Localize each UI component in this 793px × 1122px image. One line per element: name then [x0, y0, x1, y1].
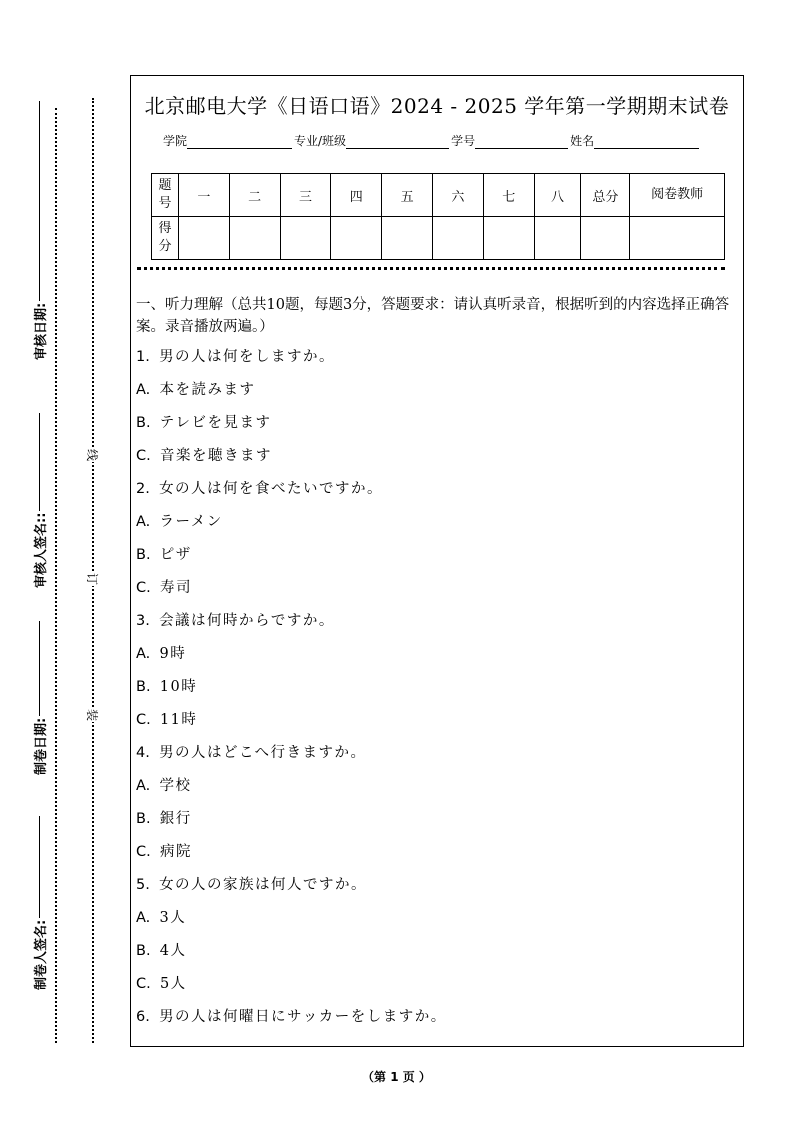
option-line: B. 銀行	[136, 811, 192, 827]
score-cell[interactable]	[483, 217, 534, 260]
review-date-field	[30, 101, 49, 360]
question-line: 2. 女の人は何を食べたいですか。	[136, 481, 384, 497]
exam-title: 北京邮电大学《日语口语》2024 - 2025 学年第一学期期末试卷	[144, 94, 730, 118]
column-header: 四	[331, 174, 382, 217]
college-blank[interactable]	[187, 135, 292, 149]
name-label: 姓名	[570, 134, 595, 148]
option-line: A. ラーメン	[136, 514, 223, 530]
option-line: C. 11時	[136, 712, 198, 728]
score-table	[151, 173, 725, 260]
binding-dotted-line-cut	[92, 98, 94, 1043]
major-blank[interactable]	[346, 135, 449, 149]
column-header: 二	[229, 174, 280, 217]
make-date-blank[interactable]	[39, 621, 40, 716]
option-line: C. 病院	[136, 844, 192, 860]
grading-teacher-label: 阅卷教师	[630, 174, 725, 217]
column-header: 七	[483, 174, 534, 217]
column-header: 五	[382, 174, 433, 217]
question-number-label: 题号	[152, 174, 179, 217]
option-line: A. 学校	[136, 778, 192, 794]
question-line: 1. 男の人は何をしますか。	[136, 349, 336, 365]
student-info-row	[163, 132, 701, 149]
score-label: 得分	[152, 217, 179, 260]
option-line: C. 寿司	[136, 580, 192, 596]
option-line: A. 本を読みます	[136, 382, 256, 398]
reviewer-sign-label: 审核人签名::	[34, 512, 49, 588]
maker-sign-label: 制卷人签名:	[34, 919, 49, 990]
make-date-label: 制卷日期:	[34, 717, 49, 775]
college-label: 学院	[163, 134, 188, 148]
score-table-header-row	[152, 174, 725, 217]
question-line: 5. 女の人の家族は何人ですか。	[136, 877, 368, 893]
column-header: 一	[178, 174, 229, 217]
option-line: B. テレビを見ます	[136, 415, 272, 431]
option-line: B. ピザ	[136, 547, 192, 563]
option-line: C. 音楽を聴きます	[136, 448, 272, 464]
column-header: 三	[280, 174, 331, 217]
section-divider	[137, 267, 725, 270]
reviewer-sign-blank[interactable]	[39, 413, 40, 511]
maker-sign-field	[30, 816, 49, 990]
column-header: 六	[433, 174, 484, 217]
option-line: C. 5人	[136, 976, 187, 992]
grading-teacher-cell[interactable]	[630, 217, 725, 260]
major-label: 专业/班级	[294, 134, 347, 148]
score-cell[interactable]	[331, 217, 382, 260]
review-date-blank[interactable]	[39, 101, 40, 301]
name-blank[interactable]	[594, 135, 699, 149]
question-line: 6. 男の人は何曜日にサッカーをしますか。	[136, 1009, 447, 1025]
make-date-field	[30, 621, 49, 775]
question-line: 3. 会議は何時からですか。	[136, 613, 335, 629]
maker-sign-blank[interactable]	[39, 816, 40, 918]
score-cell[interactable]	[229, 217, 280, 260]
score-cell[interactable]	[382, 217, 433, 260]
total-score-cell[interactable]	[581, 217, 630, 260]
score-table-score-row	[152, 217, 725, 260]
reviewer-sign-field	[30, 413, 49, 588]
student-id-blank[interactable]	[475, 135, 568, 149]
cut-line-mark-order: 订	[85, 572, 99, 585]
section-title: 一、听力理解（总共10题，每题3分，答题要求：请认真听录音，根据听到的内容选择正确答案。录音播放两遍。）	[136, 297, 730, 335]
option-line: A. 3人	[136, 910, 187, 926]
option-line: B. 10時	[136, 679, 198, 695]
exam-frame	[130, 75, 744, 1047]
cut-line-mark-bind: 装	[85, 708, 99, 721]
score-cell[interactable]	[178, 217, 229, 260]
option-line: A. 9時	[136, 646, 187, 662]
score-cell[interactable]	[280, 217, 331, 260]
score-cell[interactable]	[534, 217, 581, 260]
column-header: 八	[534, 174, 581, 217]
cut-line-mark-line: 线	[85, 448, 99, 461]
page-number: （第 1 页 ）	[362, 1070, 431, 1084]
review-date-label: 审核日期:	[34, 302, 49, 360]
option-line: B. 4人	[136, 943, 187, 959]
student-id-label: 学号	[451, 134, 476, 148]
question-line: 4. 男の人はどこへ行きますか。	[136, 745, 367, 761]
binding-strip	[0, 0, 130, 1122]
binding-dotted-line-left	[55, 108, 57, 1043]
score-cell[interactable]	[433, 217, 484, 260]
total-score-label: 总分	[581, 174, 630, 217]
